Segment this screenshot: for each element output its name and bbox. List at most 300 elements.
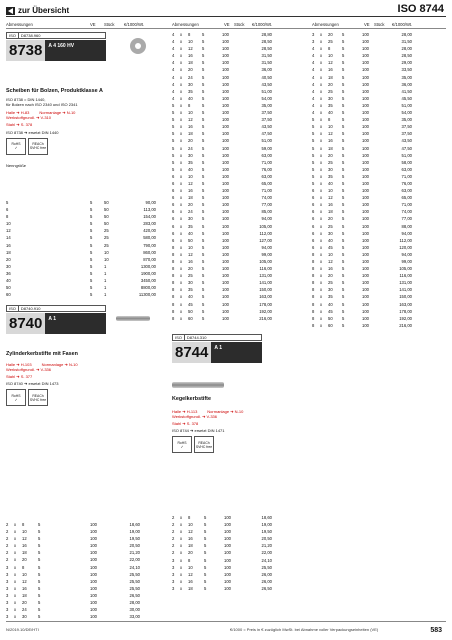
table-row <box>312 308 447 315</box>
table-cell: x <box>320 152 323 158</box>
table-cell: x <box>180 32 183 37</box>
table-row <box>172 557 310 564</box>
table-cell: x <box>180 515 183 520</box>
table-cell: 45 <box>328 308 333 314</box>
table-cell: x <box>14 543 17 549</box>
table-cell: 100 <box>90 543 97 549</box>
table-cell: 5 <box>202 173 205 179</box>
header-divider <box>6 16 446 17</box>
table-row <box>172 159 310 166</box>
table-cell: 3 <box>6 614 9 620</box>
table-cell: 2 <box>6 529 9 535</box>
table-cell: 5 <box>204 522 207 528</box>
table-cell: 100 <box>224 571 231 577</box>
table-cell: 141,00 <box>399 287 412 293</box>
table-row <box>172 308 310 315</box>
table-cell: 94,00 <box>401 230 412 236</box>
table-cell: 2 <box>6 522 9 527</box>
table-cell: 4 <box>172 81 175 87</box>
table-cell: 12 <box>328 131 333 137</box>
table-cell: 5 <box>204 585 207 591</box>
table-cell: 58,00 <box>401 159 412 165</box>
table-cell: 2 <box>172 536 175 542</box>
table-cell: 5 <box>202 223 205 229</box>
product-8738-block <box>6 32 106 61</box>
table-row <box>6 578 164 585</box>
table-cell: 37,50 <box>261 117 272 123</box>
product-title: Kegelkerbstifte <box>172 396 211 402</box>
table-cell: x <box>320 195 323 201</box>
werkstoff-link[interactable]: Werkstoffgrundl. ➔ V-336 <box>172 413 218 419</box>
table-cell: x <box>320 95 323 101</box>
table-cell: 8 <box>312 251 315 257</box>
table-cell: 20 <box>188 550 193 556</box>
table-cell: 5 <box>202 301 205 307</box>
table-cell: 5 <box>172 124 175 130</box>
table-row <box>6 206 164 213</box>
table-cell: 3 <box>6 592 9 598</box>
table-cell: 5 <box>202 315 205 321</box>
table-row <box>6 521 164 528</box>
table-cell: 100 <box>224 585 231 591</box>
table-cell: 35 <box>328 294 333 300</box>
table-cell: 100 <box>222 102 229 108</box>
table-cell: 5 <box>312 145 315 151</box>
table-cell: 26,00 <box>261 578 272 584</box>
table-cell: 100 <box>90 522 97 527</box>
table-cell: 100 <box>222 259 229 264</box>
table-cell: 100 <box>362 74 369 80</box>
table-row <box>312 88 447 95</box>
table-cell: 5 <box>342 180 345 186</box>
table-cell: 100 <box>362 266 369 272</box>
table-row <box>172 585 310 592</box>
table-cell: 8 <box>172 251 175 257</box>
table-cell: x <box>320 131 323 137</box>
table-cell: 18 <box>188 131 193 137</box>
table-cell: 5 <box>202 166 205 172</box>
table-row <box>172 145 310 152</box>
table-cell: 5 <box>342 145 345 151</box>
table-cell: 2 <box>172 522 175 528</box>
table-row <box>312 315 447 322</box>
table-cell: 3 <box>6 564 9 570</box>
table-cell: x <box>180 571 183 577</box>
table-cell: 5 <box>90 207 93 213</box>
table-cell: 35,00 <box>401 117 412 123</box>
table-cell: 100 <box>362 110 369 116</box>
table-cell: 20 <box>328 216 333 222</box>
table-cell: 33,00 <box>129 614 140 620</box>
table-cell: 18 <box>328 209 333 215</box>
table-cell: 5 <box>202 39 205 45</box>
table-cell: x <box>14 600 17 606</box>
table-cell: 100 <box>222 294 229 300</box>
table-cell: 5 <box>342 301 345 307</box>
table-cell: 100 <box>222 173 229 179</box>
table-row <box>172 38 310 45</box>
table-cell: 18,60 <box>261 515 272 520</box>
table-cell: 5 <box>342 131 345 137</box>
table-row <box>312 265 447 272</box>
table-cell: 100 <box>362 223 369 229</box>
table-cell: x <box>180 266 183 272</box>
table-cell: x <box>180 294 183 300</box>
table-cell: x <box>180 39 183 45</box>
table-cell: 8 <box>188 102 191 108</box>
table-cell: 28,00 <box>401 32 412 37</box>
product-number: 8740 <box>6 313 45 334</box>
table-cell: x <box>320 53 323 59</box>
iso-code-box: ISO D8740.910 <box>6 305 106 312</box>
table-cell: 100 <box>90 600 97 606</box>
table-row <box>6 227 164 234</box>
table-cell: 24 <box>188 74 193 80</box>
table-cell: 26,00 <box>261 571 272 577</box>
table-cell: 10 <box>188 244 193 250</box>
table-cell: 5 <box>38 536 41 542</box>
table-cell: x <box>180 173 183 179</box>
table-cell: x <box>180 102 183 108</box>
table-row <box>172 31 310 38</box>
table-cell: 12 <box>188 180 193 186</box>
table-cell: 12 <box>6 228 11 234</box>
table-cell: 4 <box>312 110 315 116</box>
table-cell: 5 <box>342 95 345 101</box>
table-cell: 10 <box>22 529 27 535</box>
product-8740-block <box>6 305 106 334</box>
table-row <box>312 215 447 222</box>
table-cell: 5 <box>342 266 345 272</box>
table-cell: 100 <box>222 301 229 307</box>
table-cell: x <box>180 308 183 314</box>
table-cell: 2 <box>6 543 9 549</box>
table-cell: 40 <box>188 166 193 172</box>
right-price-table <box>312 31 447 329</box>
table-cell: x <box>180 81 183 87</box>
table-cell: 8 <box>312 280 315 286</box>
table-row <box>6 606 164 613</box>
table-cell: 3 <box>172 564 175 570</box>
table-cell: x <box>320 166 323 172</box>
table-cell: x <box>320 259 323 264</box>
table-row <box>312 102 447 109</box>
table-cell: x <box>14 607 17 613</box>
table-row <box>312 230 447 237</box>
table-cell: x <box>180 585 183 591</box>
table-cell: 18 <box>188 585 193 591</box>
material-class: A 4 160 HV <box>48 43 75 49</box>
table-cell: x <box>180 46 183 52</box>
table-cell: x <box>180 88 183 94</box>
table-cell: 63,00 <box>261 173 272 179</box>
table-cell: x <box>180 166 183 172</box>
taper-pin-image <box>172 382 224 388</box>
table-cell: x <box>320 273 323 279</box>
table-cell: 100 <box>222 202 229 208</box>
table-cell: 5 <box>312 180 315 186</box>
table-cell: 5 <box>172 117 175 123</box>
normanlage-link[interactable]: Normanlage ➔ N-10 <box>41 361 78 367</box>
table-row <box>312 45 447 52</box>
table-cell: 25,50 <box>261 564 272 570</box>
halle-link[interactable]: Halle ➔ H-83 <box>6 109 30 115</box>
normanlage-link[interactable]: Normanlage ➔ N-10 <box>207 408 244 414</box>
table-cell: 5 <box>202 152 205 158</box>
table-cell: x <box>320 117 323 123</box>
table-cell: 5 <box>38 592 41 598</box>
table-cell: 10 <box>328 53 333 59</box>
pin-image <box>116 316 150 321</box>
table-cell: 100 <box>362 209 369 215</box>
product-number-bar <box>6 40 106 61</box>
werkstoff-link[interactable]: Werkstoffgrundl. ➔ V-310 <box>6 115 52 121</box>
table-cell: 71,00 <box>401 202 412 208</box>
stahl-link[interactable]: Stahl ➔ S. 378 <box>172 420 199 426</box>
table-cell: 5 <box>90 200 93 205</box>
table-row <box>6 249 164 256</box>
table-cell: 60 <box>6 292 11 298</box>
table-cell: 8 <box>172 280 175 286</box>
table-cell: x <box>180 209 183 215</box>
table-cell: 22,00 <box>129 557 140 563</box>
table-cell: 100 <box>222 32 229 37</box>
table-cell: 6 <box>312 223 315 229</box>
table-cell: 5 <box>312 138 315 144</box>
table-cell: 5 <box>342 308 345 314</box>
table-cell: x <box>180 522 183 528</box>
table-cell: 20 <box>188 202 193 208</box>
table-cell: 5 <box>202 294 205 300</box>
table-cell: 16 <box>328 266 333 272</box>
table-cell: 8 <box>172 287 175 293</box>
table-cell: 5 <box>202 88 205 94</box>
table-cell: 5 <box>342 195 345 201</box>
iso-code-box: ISO D8744.310 <box>172 334 262 341</box>
table-cell: 100 <box>362 145 369 151</box>
table-cell: 5 <box>312 124 315 130</box>
table-cell: 5 <box>202 244 205 250</box>
material-class: A 1 <box>214 345 222 351</box>
product-title: Zylinderkerbstifte mit Fasen <box>6 351 78 357</box>
table-cell: 3 <box>6 607 9 613</box>
table-cell: 28,00 <box>401 46 412 52</box>
table-cell: x <box>320 32 323 37</box>
table-cell: x <box>320 159 323 165</box>
table-cell: x <box>180 110 183 116</box>
table-cell: 71,00 <box>261 159 272 165</box>
table-cell: 100 <box>362 259 369 264</box>
table-cell: 100 <box>90 550 97 556</box>
table-cell: 5 <box>172 152 175 158</box>
table-cell: 100 <box>222 159 229 165</box>
stahl-link[interactable]: Stahl ➔ S. 377 <box>6 373 33 379</box>
table-cell: 18 <box>6 249 11 255</box>
table-cell: 100 <box>362 166 369 172</box>
table-cell: 5 <box>342 294 345 300</box>
table-cell: 16 <box>22 543 27 549</box>
table-cell: 100 <box>222 315 229 321</box>
table-cell: 51,00 <box>261 88 272 94</box>
table-cell: 5 <box>90 256 93 262</box>
table-cell: 5 <box>342 209 345 215</box>
table-cell: 5 <box>312 152 315 158</box>
table-cell: 5 <box>90 285 93 291</box>
table-row <box>6 242 164 249</box>
table-row <box>312 244 447 251</box>
stahl-link[interactable]: Stahl ➔ S. 378 <box>6 122 33 128</box>
table-cell: 29,00 <box>401 60 412 66</box>
table-cell: 5 <box>172 102 175 108</box>
table-cell: 5 <box>202 237 205 243</box>
table-row <box>172 514 310 521</box>
table-cell: 4 <box>312 88 315 94</box>
table-cell: 3 <box>312 39 315 45</box>
table-cell: 40 <box>328 110 333 116</box>
table-cell: 100 <box>362 180 369 186</box>
table-cell: 18 <box>328 74 333 80</box>
table-row <box>172 223 310 230</box>
product-8738-table <box>6 199 164 298</box>
table-cell: 5 <box>342 287 345 293</box>
table-cell: 50 <box>104 207 109 213</box>
table-cell: 63,00 <box>401 188 412 194</box>
table-cell: 20 <box>22 557 27 563</box>
table-cell: 40 <box>328 237 333 243</box>
table-cell: x <box>320 308 323 314</box>
table-cell: 100 <box>90 557 97 563</box>
table-cell: x <box>180 95 183 101</box>
table-cell: 30 <box>328 166 333 172</box>
table-cell: x <box>180 578 183 584</box>
table-cell: 5 <box>38 585 41 591</box>
table-cell: 150,00 <box>259 287 272 293</box>
table-cell: 5 <box>342 46 345 52</box>
halle-link[interactable]: Halle ➔ H-113 <box>172 408 198 414</box>
normanlage-link[interactable]: Normanlage ➔ N-10 <box>39 109 76 115</box>
table-cell: 420,00 <box>143 228 156 234</box>
table-cell: 100 <box>362 280 369 286</box>
table-row <box>172 59 310 66</box>
table-cell: 16 <box>188 188 193 194</box>
table-cell: 1 <box>104 285 107 291</box>
table-cell: 33,50 <box>401 67 412 73</box>
table-cell: 5 <box>90 263 93 269</box>
table-cell: 5 <box>202 46 205 52</box>
table-cell: 5 <box>342 188 345 194</box>
table-cell: 5 <box>38 543 41 549</box>
table-cell: 8 <box>312 294 315 300</box>
table-row <box>6 284 164 291</box>
table-cell: 40 <box>188 230 193 236</box>
table-cell: x <box>320 251 323 257</box>
table-cell: 5 <box>202 251 205 257</box>
table-cell: 12 <box>188 251 193 257</box>
werkstoff-link[interactable]: Werkstoffgrundl. ➔ V-336 <box>6 366 52 372</box>
table-row <box>172 208 310 215</box>
table-cell: x <box>320 244 323 250</box>
table-cell: 12 <box>188 529 193 535</box>
table-cell: 6 <box>172 209 175 215</box>
table-cell: 43,50 <box>261 124 272 130</box>
table-row <box>312 81 447 88</box>
table-row <box>172 549 310 556</box>
back-to-overview-link[interactable] <box>6 6 69 15</box>
table-row <box>6 613 164 620</box>
table-cell: 14 <box>6 235 11 241</box>
table-row <box>312 237 447 244</box>
table-cell: 100 <box>90 529 97 535</box>
table-cell: 4 <box>312 46 315 52</box>
table-cell: 71,00 <box>261 188 272 194</box>
table-cell: 59,00 <box>261 145 272 151</box>
table-cell: 8 <box>172 266 175 272</box>
table-cell: x <box>320 237 323 243</box>
table-cell: 100 <box>90 585 97 591</box>
table-cell: 76,00 <box>261 166 272 172</box>
table-cell: 20 <box>328 32 333 37</box>
table-cell: 5 <box>202 195 205 201</box>
table-cell: 5 <box>202 60 205 66</box>
table-cell: 8 <box>172 259 175 264</box>
table-cell: 63,00 <box>261 152 272 158</box>
table-cell: x <box>180 67 183 73</box>
table-row <box>6 256 164 263</box>
table-cell: 216,00 <box>259 315 272 321</box>
table-cell: 100 <box>222 223 229 229</box>
table-row <box>172 102 310 109</box>
table-cell: 12 <box>22 578 27 584</box>
table-row <box>312 152 447 159</box>
table-row <box>312 286 447 293</box>
halle-link[interactable]: Halle ➔ H-103 <box>6 361 32 367</box>
table-cell: 2 <box>6 536 9 542</box>
table-cell: x <box>180 564 183 570</box>
table-cell: 3 <box>6 585 9 591</box>
table-cell: 40 <box>188 294 193 300</box>
table-cell: x <box>320 124 323 130</box>
table-cell: x <box>180 159 183 165</box>
table-cell: 36,00 <box>261 67 272 73</box>
product-number: 8744 <box>172 342 211 363</box>
table-cell: 20 <box>328 152 333 158</box>
table-cell: 5 <box>202 131 205 137</box>
table-cell: 5 <box>204 557 207 563</box>
table-cell: 10 <box>22 571 27 577</box>
table-cell: 35 <box>188 223 193 229</box>
table-cell: 50 <box>188 237 193 243</box>
table-row <box>6 535 164 542</box>
table-cell: x <box>180 138 183 144</box>
table-cell: 6 <box>172 188 175 194</box>
table-cell: 6 <box>172 230 175 236</box>
table-cell: 100 <box>222 81 229 87</box>
table-cell: 100 <box>362 244 369 250</box>
table-cell: 76,00 <box>401 180 412 186</box>
table-cell: 100 <box>362 301 369 307</box>
table-cell: 50 <box>104 200 109 205</box>
table-row <box>6 585 164 592</box>
table-cell: 8 <box>172 308 175 314</box>
table-cell: x <box>180 53 183 59</box>
table-cell: 100 <box>362 173 369 179</box>
table-row <box>312 180 447 187</box>
product-8744-info <box>172 396 312 453</box>
reach-badge: REACh SVHC free <box>28 138 48 155</box>
table-cell: 8 <box>172 301 175 307</box>
table-row <box>312 201 447 208</box>
table-cell: x <box>180 273 183 279</box>
